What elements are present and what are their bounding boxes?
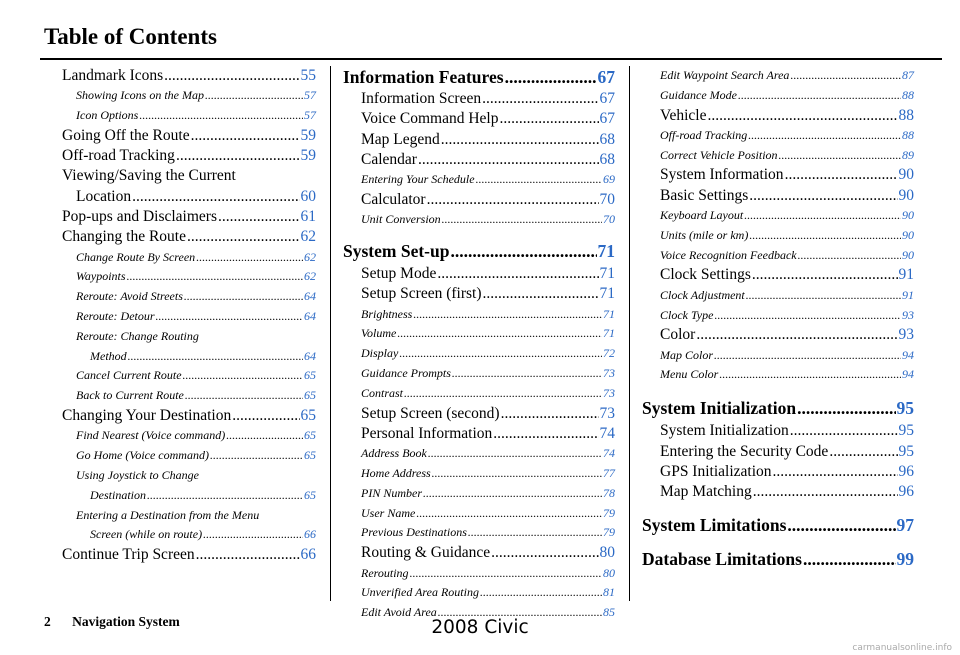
toc-entry-label: Edit Waypoint Search Area xyxy=(660,68,790,82)
toc-entry-label: Change Route By Screen xyxy=(76,249,196,264)
dot-leader xyxy=(803,548,896,570)
dot-leader xyxy=(829,442,897,462)
dot-leader xyxy=(501,404,599,424)
page-link[interactable]: 95 xyxy=(898,442,914,460)
toc-entry[interactable] xyxy=(62,66,316,86)
toc-entry-label: Map Legend xyxy=(361,130,440,148)
toc-subentry[interactable] xyxy=(62,86,316,106)
toc-subentry[interactable] xyxy=(62,386,316,406)
page-link[interactable]: 67 xyxy=(597,67,615,87)
toc-entry-label: Calculator xyxy=(361,190,426,208)
dot-leader xyxy=(476,170,602,190)
page-link[interactable]: 95 xyxy=(896,398,914,419)
toc-subentry[interactable] xyxy=(642,126,914,146)
page-link[interactable]: 66 xyxy=(300,546,316,564)
toc-entry[interactable] xyxy=(62,146,316,166)
toc-entry-label: Information Screen xyxy=(361,90,482,107)
page-link[interactable]: 88 xyxy=(898,106,914,124)
column-divider xyxy=(330,66,331,601)
dot-leader xyxy=(753,482,898,502)
toc-entry-label: System Initialization xyxy=(642,398,797,419)
toc-entry-label: Unverified Area Routing xyxy=(361,585,479,600)
toc-entry-label: Display xyxy=(361,346,399,361)
toc-column-2 xyxy=(343,66,615,623)
toc-entry[interactable] xyxy=(642,325,914,345)
page-number: 2 xyxy=(44,614,51,629)
page-link[interactable]: 65 xyxy=(304,428,316,443)
dot-leader xyxy=(696,325,897,345)
toc-subentry[interactable] xyxy=(642,246,914,266)
toc-entry-label: Map Matching xyxy=(660,483,752,501)
page-link[interactable]: 70 xyxy=(599,190,615,208)
page-link[interactable]: 62 xyxy=(304,269,316,284)
dot-leader xyxy=(428,444,602,464)
toc-entry[interactable] xyxy=(642,482,914,502)
page-link[interactable]: 90 xyxy=(898,166,914,184)
toc-entry-label: Reroute: Avoid Streets xyxy=(76,289,183,304)
page-link[interactable]: 87 xyxy=(902,68,914,82)
title-divider xyxy=(40,58,942,60)
page-link[interactable]: 74 xyxy=(599,424,615,442)
dot-leader xyxy=(226,426,303,446)
dot-leader xyxy=(184,287,303,307)
toc-entry-label: Home Address xyxy=(361,466,431,481)
page-link[interactable]: 73 xyxy=(603,366,615,381)
toc-entry-label: Correct Vehicle Position xyxy=(660,147,778,162)
toc-entry-label: Keyboard Layout xyxy=(660,208,744,223)
toc-entry-label: Pop-ups and Disclaimers xyxy=(62,208,217,226)
page-link[interactable]: 89 xyxy=(902,147,914,162)
dot-leader xyxy=(164,66,299,86)
page-link[interactable]: 71 xyxy=(597,241,615,262)
dot-leader xyxy=(752,265,898,285)
dot-leader xyxy=(746,286,901,306)
page-link[interactable]: 74 xyxy=(603,446,615,461)
toc-entry-label: Back to Current Route xyxy=(76,388,184,403)
page-link[interactable]: 90 xyxy=(898,186,914,204)
toc-entry-label: Icon Options xyxy=(76,108,139,123)
dot-leader xyxy=(790,421,898,441)
page-link[interactable]: 61 xyxy=(300,208,316,226)
dot-leader xyxy=(423,484,602,504)
page-link[interactable]: 85 xyxy=(603,605,615,620)
page-link[interactable]: 77 xyxy=(603,466,615,481)
page-link[interactable]: 93 xyxy=(902,307,914,322)
dot-leader xyxy=(468,523,602,543)
page-link[interactable]: 71 xyxy=(599,285,615,303)
toc-entry-label: Information Features xyxy=(343,67,504,87)
page-link[interactable]: 60 xyxy=(300,187,316,205)
toc-entry-label: Entering a Destination from the Menu xyxy=(76,507,260,522)
toc-entry-label: Edit Avoid Area xyxy=(361,605,437,620)
dot-leader xyxy=(714,306,901,326)
toc-entry-label: System Initialization xyxy=(660,422,789,440)
dot-leader xyxy=(437,264,598,284)
toc-entry[interactable] xyxy=(642,442,914,462)
page-link[interactable]: 97 xyxy=(896,515,914,536)
page-link[interactable]: 90 xyxy=(902,247,914,262)
dot-leader xyxy=(491,543,598,563)
toc-subentry[interactable] xyxy=(343,484,615,504)
toc-entry-label: Setup Screen (first) xyxy=(361,285,482,303)
dot-leader xyxy=(749,186,897,206)
toc-entry-label: Voice Command Help xyxy=(361,110,499,128)
toc-entry-label-continued: Method xyxy=(90,348,127,363)
dot-leader xyxy=(483,284,599,304)
dot-leader xyxy=(210,446,303,466)
toc-subentry[interactable] xyxy=(642,146,914,166)
dot-leader xyxy=(127,267,303,287)
dot-leader xyxy=(749,226,901,246)
toc-entry[interactable] xyxy=(642,165,914,185)
page-link[interactable]: 65 xyxy=(300,407,316,425)
dot-leader xyxy=(203,525,303,545)
dot-leader xyxy=(707,106,897,126)
page-link[interactable]: 65 xyxy=(304,368,316,383)
toc-entry-label: Routing & Guidance xyxy=(361,544,491,562)
dot-leader xyxy=(397,324,602,344)
toc-subentry[interactable] xyxy=(343,305,615,325)
toc-entry-label: Brightness xyxy=(361,306,413,321)
toc-entry[interactable] xyxy=(343,190,615,210)
page-link[interactable]: 91 xyxy=(898,266,914,284)
page-link[interactable]: 96 xyxy=(898,483,914,501)
page-link[interactable]: 73 xyxy=(599,404,615,422)
dot-leader xyxy=(196,545,300,565)
dot-leader xyxy=(205,86,303,106)
page-link[interactable]: 71 xyxy=(603,306,615,321)
toc-subentry[interactable] xyxy=(642,86,914,106)
dot-leader xyxy=(418,150,599,170)
page-link[interactable]: 65 xyxy=(304,388,316,403)
dot-leader xyxy=(798,246,901,266)
toc-subentry[interactable] xyxy=(642,365,914,385)
toc-entry-label: Find Nearest (Voice command) xyxy=(76,428,226,443)
toc-entry-label: Basic Settings xyxy=(660,186,749,204)
toc-entry-label: Guidance Mode xyxy=(660,87,737,102)
dot-leader xyxy=(183,366,303,386)
watermark: carmanualsonline.info xyxy=(852,643,952,653)
page-link[interactable]: 64 xyxy=(304,348,316,363)
dot-leader xyxy=(744,206,901,226)
toc-subentry[interactable] xyxy=(642,346,914,366)
toc-section[interactable] xyxy=(343,66,615,88)
toc-entry[interactable] xyxy=(642,462,914,482)
toc-entry-label: System Limitations xyxy=(642,515,787,536)
page-link[interactable]: 80 xyxy=(599,544,615,562)
toc-subentry[interactable] xyxy=(62,426,316,446)
page-link[interactable]: 66 xyxy=(304,527,316,542)
toc-entry-label: Clock Adjustment xyxy=(660,287,745,302)
toc-entry[interactable] xyxy=(62,545,316,565)
dot-leader xyxy=(187,227,300,247)
page-link[interactable]: 91 xyxy=(902,287,914,302)
toc-entry-label: Menu Color xyxy=(660,367,719,382)
dot-leader xyxy=(191,126,300,146)
dot-leader xyxy=(416,504,602,524)
page-link[interactable]: 73 xyxy=(603,385,615,400)
dot-leader xyxy=(738,86,901,106)
toc-subentry[interactable] xyxy=(642,306,914,326)
page-link[interactable]: 55 xyxy=(300,67,316,84)
toc-entry[interactable] xyxy=(343,424,615,444)
dot-leader xyxy=(452,364,602,384)
dot-leader xyxy=(128,347,303,367)
dot-leader xyxy=(442,210,602,230)
toc-entry-label: Setup Screen (second) xyxy=(361,404,500,422)
toc-entry-label: Using Joystick to Change xyxy=(76,467,199,482)
toc-entry[interactable] xyxy=(642,421,914,441)
dot-leader xyxy=(773,462,898,482)
dot-leader xyxy=(410,564,602,584)
toc-subentry[interactable] xyxy=(343,384,615,404)
toc-entry-label: Off-road Tracking xyxy=(660,127,748,142)
dot-leader xyxy=(139,106,303,126)
page-link[interactable]: 81 xyxy=(603,585,615,600)
toc-subentry[interactable] xyxy=(343,523,615,543)
toc-subentry[interactable] xyxy=(62,366,316,386)
page-link[interactable]: 90 xyxy=(902,227,914,242)
toc-subentry[interactable] xyxy=(343,170,615,190)
dot-leader xyxy=(505,66,597,88)
toc-entry-label: Viewing/Saving the Current xyxy=(62,167,236,185)
dot-leader xyxy=(185,386,303,406)
toc-entry[interactable] xyxy=(343,264,615,284)
toc-entry[interactable] xyxy=(642,265,914,285)
dot-leader xyxy=(714,346,901,366)
dot-leader xyxy=(427,190,599,210)
toc-entry-label: Setup Mode xyxy=(361,265,437,283)
toc-entry-label: PIN Number xyxy=(361,485,422,500)
model-label: 2008 Civic xyxy=(431,617,529,638)
dot-leader xyxy=(748,126,901,146)
toc-entry-label: Map Color xyxy=(660,347,714,362)
toc-entry-label: Continue Trip Screen xyxy=(62,546,195,564)
toc-entry-label: Calendar xyxy=(361,150,417,168)
toc-subentry[interactable] xyxy=(642,206,914,226)
dot-leader xyxy=(450,240,596,262)
toc-entry-label: Changing the Route xyxy=(62,228,186,246)
toc-entry-label: Previous Destinations xyxy=(361,525,467,540)
toc-subentry[interactable] xyxy=(62,307,316,327)
toc-entry-label: Volume xyxy=(361,326,397,341)
toc-entry-label: Go Home (Voice command) xyxy=(76,448,209,463)
toc-entry-label: Contrast xyxy=(361,385,404,400)
page-link[interactable]: 62 xyxy=(300,228,316,246)
toc-subentry[interactable] xyxy=(343,583,615,603)
toc-subentry[interactable] xyxy=(642,226,914,246)
page-link[interactable]: 67 xyxy=(599,110,615,128)
toc-section[interactable] xyxy=(642,548,914,570)
toc-entry-label: Color xyxy=(660,326,696,344)
page-link[interactable]: 64 xyxy=(304,289,316,304)
toc-entry-label: Cancel Current Route xyxy=(76,368,182,383)
page-link[interactable]: 64 xyxy=(304,309,316,324)
toc-entry-label: GPS Initialization xyxy=(660,462,772,480)
dot-leader xyxy=(797,397,895,419)
page-link[interactable]: 72 xyxy=(603,346,615,361)
toc-subentry[interactable] xyxy=(62,327,316,367)
page-link[interactable]: 71 xyxy=(599,265,615,283)
toc-entry-label: Database Limitations xyxy=(642,549,802,570)
dot-leader xyxy=(156,307,303,327)
page-link[interactable]: 94 xyxy=(902,367,914,382)
page-title: Table of Contents xyxy=(44,24,217,49)
dot-leader xyxy=(482,89,598,109)
toc-entry-label: System Set-up xyxy=(343,241,450,262)
toc-entry-label: Reroute: Detour xyxy=(76,309,155,324)
dot-leader xyxy=(493,424,598,444)
toc-entry-label: Guidance Prompts xyxy=(361,366,451,381)
toc-entry[interactable] xyxy=(343,543,615,563)
dot-leader xyxy=(413,305,602,325)
toc-entry[interactable] xyxy=(62,126,316,146)
toc-entry[interactable] xyxy=(343,284,615,304)
toc-entry[interactable] xyxy=(343,130,615,150)
toc-entry[interactable] xyxy=(642,106,914,126)
toc-subentry[interactable] xyxy=(62,248,316,268)
page-link[interactable]: 71 xyxy=(603,326,615,341)
page-link[interactable]: 59 xyxy=(300,126,316,144)
dot-leader xyxy=(399,344,602,364)
toc-entry[interactable] xyxy=(343,89,615,109)
toc-entry-label: Going Off the Route xyxy=(62,126,190,144)
toc-entry[interactable] xyxy=(62,166,316,207)
dot-leader xyxy=(196,248,303,268)
toc-entry-label-continued: Location xyxy=(76,187,132,205)
page-link[interactable]: 57 xyxy=(304,88,316,103)
toc-entry[interactable] xyxy=(62,406,316,426)
page-link[interactable]: 88 xyxy=(902,127,914,142)
toc-subentry[interactable] xyxy=(343,464,615,484)
toc-entry-label: Clock Settings xyxy=(660,266,751,284)
dot-leader xyxy=(432,464,602,484)
dot-leader xyxy=(441,130,599,150)
page-link[interactable]: 96 xyxy=(898,462,914,480)
toc-subentry[interactable] xyxy=(343,444,615,464)
running-title: Navigation System xyxy=(72,614,180,629)
dot-leader xyxy=(719,365,901,385)
page-link[interactable]: 99 xyxy=(896,549,914,570)
dot-leader xyxy=(480,583,602,603)
page-link[interactable]: 80 xyxy=(603,565,615,580)
toc-column-1 xyxy=(62,66,316,565)
dot-leader xyxy=(779,146,901,166)
toc-column-3 xyxy=(642,66,914,572)
page-link[interactable]: 94 xyxy=(902,347,914,362)
page-link[interactable]: 59 xyxy=(300,147,316,165)
page-link[interactable]: 70 xyxy=(603,212,615,227)
toc-entry[interactable] xyxy=(62,227,316,247)
toc-subentry[interactable] xyxy=(62,466,316,506)
toc-entry-label-continued: Screen (while on route) xyxy=(90,527,203,542)
page-link[interactable]: 90 xyxy=(902,208,914,223)
page-link[interactable]: 67 xyxy=(599,90,615,107)
toc-subentry[interactable] xyxy=(62,267,316,287)
page-link[interactable]: 69 xyxy=(603,172,615,187)
toc-subentry[interactable] xyxy=(343,324,615,344)
toc-entry-label: Reroute: Change Routing xyxy=(76,328,199,343)
dot-leader xyxy=(790,66,901,86)
dot-leader xyxy=(232,406,299,426)
toc-entry-label: Units (mile or km) xyxy=(660,227,749,242)
dot-leader xyxy=(176,146,300,166)
column-divider xyxy=(629,66,630,601)
page-link[interactable]: 79 xyxy=(603,525,615,540)
page-link[interactable]: 57 xyxy=(304,108,316,123)
toc-entry-label: Landmark Icons xyxy=(62,67,164,84)
toc-subentry[interactable] xyxy=(642,66,914,86)
toc-subentry[interactable] xyxy=(343,210,615,230)
toc-entry-label: System Information xyxy=(660,166,784,184)
toc-entry-label: Clock Type xyxy=(660,307,714,322)
toc-subentry[interactable] xyxy=(343,364,615,384)
page-link[interactable]: 78 xyxy=(603,485,615,500)
dot-leader xyxy=(787,514,895,536)
toc-entry[interactable] xyxy=(343,109,615,129)
toc-subentry[interactable] xyxy=(62,446,316,466)
toc-entry-label: Address Book xyxy=(361,446,427,461)
toc-entry-label: Rerouting xyxy=(361,565,409,580)
toc-entry-label: Entering the Security Code xyxy=(660,442,829,460)
toc-entry-label: User Name xyxy=(361,505,416,520)
dot-leader xyxy=(218,207,300,227)
toc-entry-label: Voice Recognition Feedback xyxy=(660,247,797,262)
toc-section[interactable] xyxy=(343,240,615,262)
toc-entry-label: Entering Your Schedule xyxy=(361,172,475,187)
toc-entry-label: Showing Icons on the Map xyxy=(76,88,204,103)
toc-subentry[interactable] xyxy=(62,106,316,126)
page-link[interactable]: 68 xyxy=(599,130,615,148)
page-link[interactable]: 88 xyxy=(902,87,914,102)
toc-subentry[interactable] xyxy=(642,286,914,306)
toc-subentry[interactable] xyxy=(62,287,316,307)
dot-leader xyxy=(499,109,598,129)
page-link[interactable]: 93 xyxy=(898,326,914,344)
page-link[interactable]: 79 xyxy=(603,505,615,520)
page-link[interactable]: 62 xyxy=(304,249,316,264)
toc-entry[interactable] xyxy=(343,404,615,424)
toc-entry-label: Vehicle xyxy=(660,106,707,124)
toc-entry[interactable] xyxy=(62,207,316,227)
toc-subentry[interactable] xyxy=(343,504,615,524)
toc-entry-label: Personal Information xyxy=(361,424,493,442)
page-link[interactable]: 68 xyxy=(599,150,615,168)
page-link[interactable]: 95 xyxy=(898,422,914,440)
toc-entry-label: Off-road Tracking xyxy=(62,147,175,165)
toc-entry-label: Changing Your Destination xyxy=(62,407,232,425)
toc-entry-label: Unit Conversion xyxy=(361,212,441,227)
dot-leader xyxy=(785,165,898,185)
toc-section[interactable] xyxy=(642,514,914,536)
dot-leader xyxy=(404,384,602,404)
toc-subentry[interactable] xyxy=(62,506,316,546)
dot-leader xyxy=(147,486,303,506)
toc-subentry[interactable] xyxy=(343,564,615,584)
page-link[interactable]: 65 xyxy=(304,448,316,463)
toc-entry-label-continued: Destination xyxy=(90,487,146,502)
toc-entry-label: Waypoints xyxy=(76,269,126,284)
toc-section[interactable] xyxy=(642,397,914,419)
toc-entry[interactable] xyxy=(343,150,615,170)
toc-subentry[interactable] xyxy=(343,344,615,364)
toc-entry[interactable] xyxy=(642,186,914,206)
page-link[interactable]: 65 xyxy=(304,487,316,502)
dot-leader xyxy=(132,187,299,207)
